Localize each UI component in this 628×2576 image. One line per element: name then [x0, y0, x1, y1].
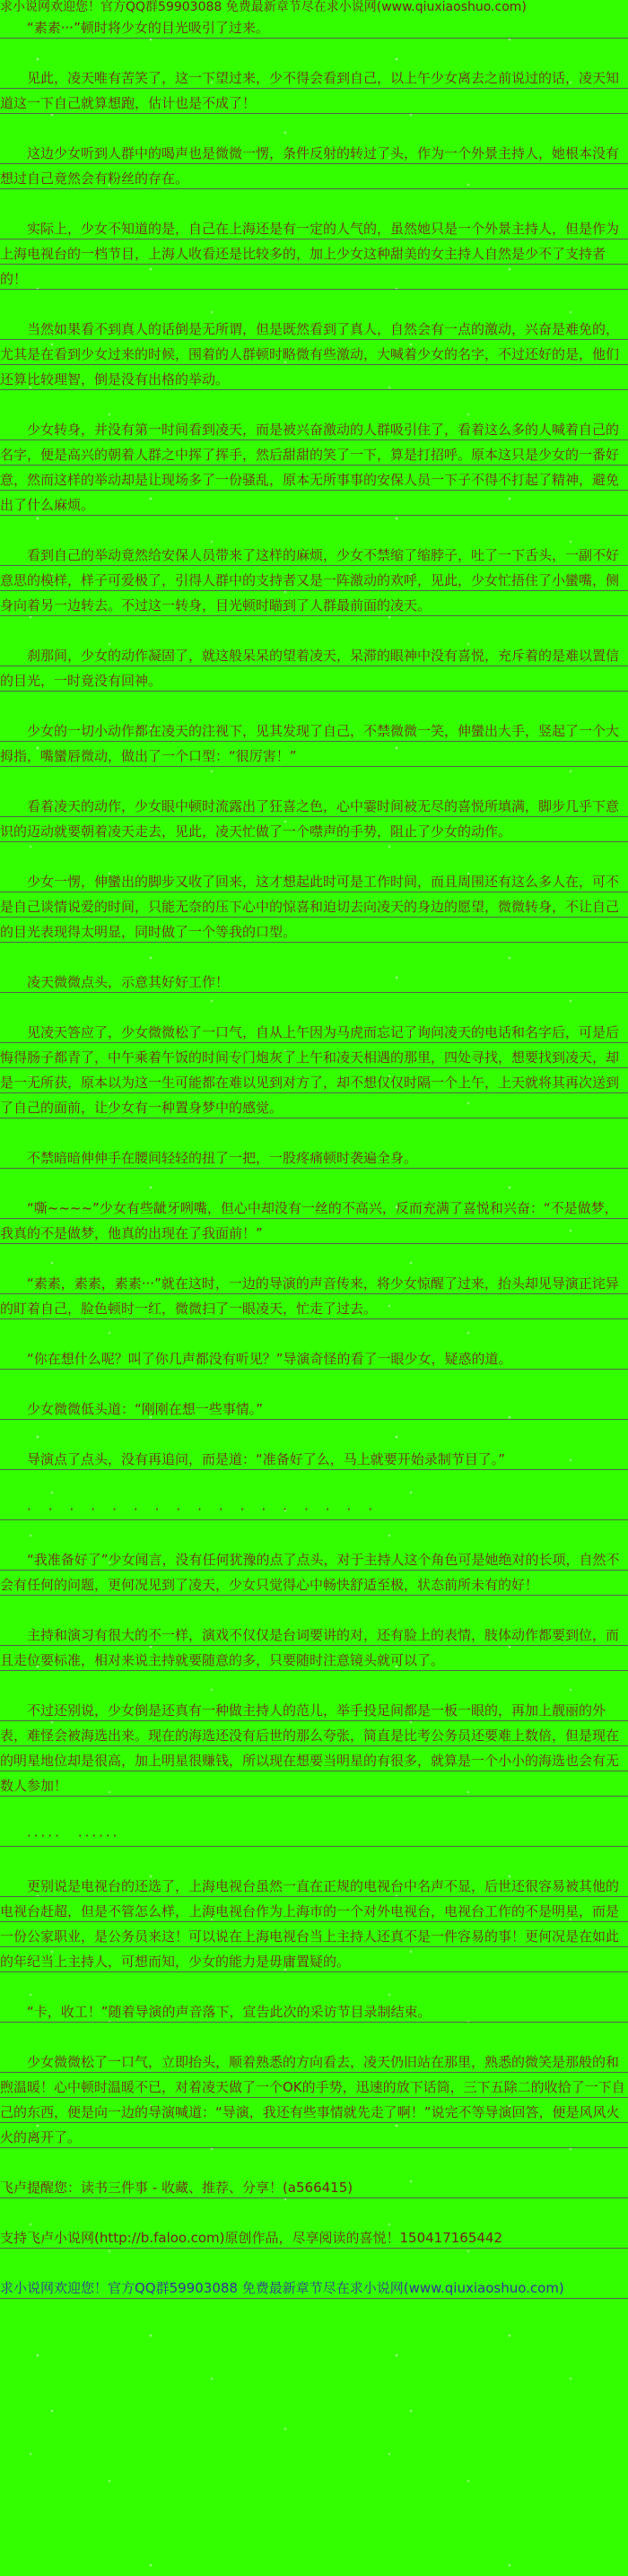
- novel-paragraph: 当然如果看不到真人的话倒是无所谓，但是既然看到了真人，自然会有一点的激动，兴奋是难免的，尤其是在看到少女过来的时候，围着的人群顿时略微有些激动，大喊着少女的名字，不过还好的是，他们还算比较理智，倒是没有出格的举动。: [0, 317, 628, 392]
- novel-paragraph: 见此，凌天唯有苦笑了，这一下望过来，少不得会看到自己，以上午少女离去之前说过的话，凌天知道这一下自己就算想跑，估计也是不成了！: [0, 65, 628, 116]
- novel-paragraph: 这边少女听到人群中的喝声也是微微一愣，条件反射的转过了头，作为一个外景主持人，她根本没有想过自己竟然会有粉丝的存在。: [0, 141, 628, 191]
- novel-paragraph: 少女微微低头道：“刚刚在想一些事情。”: [0, 1397, 628, 1422]
- novel-paragraph: “卡，收工！”随着导演的声音落下，宣告此次的采访节目录制结束。: [0, 1999, 628, 2024]
- separator-dots: · · · · · · · · · · · · · · · · ·: [0, 1497, 628, 1522]
- opening-line: “素素···”顿时将少女的目光吸引了过来。: [0, 15, 628, 40]
- novel-paragraph: “嘶~~~~”少女有些龇牙咧嘴，但心中却没有一丝的不高兴，反而充满了喜悦和兴奋：“不是做梦，我真的不是做梦，他真的出现在了我面前！”: [0, 1196, 628, 1246]
- site-notice-top: 求小说网欢迎您！官方QQ群59903088 免费最新章节尽在求小说网(www.qiuxiaoshuo.com): [0, 0, 527, 14]
- novel-paragraph: 更别说是电视台的还选了，上海电视台虽然一直在正规的电视台中名声不显，后世还很容易被其他的电视台赶超，但是不管怎么样，上海电视台作为上海市的一个对外电视台，电视台工作的不是明星，而是一份公家职业，是公务员来这！可以说在上海电视台当上主持人还真不是一件容易的事！更何况是在如此的年纪当上主持人，可想而知，少女的能力是毋庸置疑的。: [0, 1874, 628, 1974]
- novel-paragraph: 刹那间，少女的动作凝固了，就这般呆呆的望着凌天，呆滞的眼神中没有喜悦，充斥着的是难以置信的目光，一时竟没有回神。: [0, 643, 628, 693]
- novel-paragraph: 看着凌天的动作，少女眼中顿时流露出了狂喜之色，心中霎时间被无尽的喜悦所填满，脚步几乎下意识的迈动就要朝着凌天走去，见此，凌天忙做了一个噤声的手势，阻止了少女的动作。: [0, 794, 628, 844]
- novel-paragraph: 导演点了点头，没有再追问，而是道：“准备好了么，马上就要开始录制节目了。”: [0, 1447, 628, 1472]
- novel-paragraph: 不禁暗暗伸伸手在腰间轻轻的扭了一把，一股疼痛顿时袭遍全身。: [0, 1145, 628, 1171]
- novel-paragraph: “素素，素素，素素···”就在这时，一边的导演的声音传来，将少女惊醒了过来，抬头却见导演正诧异的盯着自己，脸色顿时一红，微微扫了一眼凌天，忙走了过去。: [0, 1271, 628, 1321]
- novel-paragraph: 实际上，少女不知道的是，自己在上海还是有一定的人气的，虽然她只是一个外景主持人，但是作为上海电视台的一档节目，上海人收看还是比较多的，加上少女这种甜美的女主持人自然是少不了支持者的！: [0, 216, 628, 292]
- novel-paragraph: 不过还别说，少女倒是还真有一种做主持人的范儿，举手投足间都是一板一眼的，再加上靓丽的外表，难怪会被海选出来。现在的海选还没有后世的那么夸张，简直是比考公务员还要难上数倍，但是现在的明星地位却是很高，加上明星很赚钱，所以现在想要当明星的有很多，就算是一个小小的海选也会有无数人参加！: [0, 1698, 628, 1798]
- novel-paragraph: 少女一愣，伸蠻出的脚步又收了回来，这才想起此时可是工作时间，而且周围还有这么多人在，可不是自己谈情说爱的时间，只能无奈的压下心中的惊喜和迫切去向凌天的身边的愿望，微微转身，不让自己的目光表现得太明显，同时做了一个等我的口型。: [0, 869, 628, 944]
- novel-paragraph: 见凌天答应了，少女微微松了一口气，自从上午因为马虎而忘记了询问凌天的电话和名字后，可是后悔得肠子都青了，中午乘着午饭的时间专门炮灰了上午和凌天相遇的那里，四处寻找，想要找到凌天，却是一无所获，原本以为这一生可能都在难以见到对方了，却不想仅仅时隔一个上午，上天就将其再次送到了自己的面前，让少女有一种置身梦中的感觉。: [0, 1020, 628, 1120]
- faloo-reminder: 飞卢提醒您：读书三件事 - 收藏、推荐、分享！(a566415): [0, 2175, 628, 2200]
- page-footer: [0, 2175, 628, 2301]
- novel-paragraph: 凌天微微点头，示意其好好工作！: [0, 970, 628, 995]
- novel-paragraph: 看到自己的举动竟然给安保人员带来了这样的麻烦，少女不禁缩了缩脖子，吐了一下舌头，一副不好意思的模样，样子可爱极了，引得人群中的支持者又是一阵激动的欢呼，见此，少女忙捂住了小蠻嘴，侧身向着另一边转去。不过这一转身，目光顿时瞄到了人群最前面的凌天。: [0, 543, 628, 618]
- novel-paragraph: 少女的一切小动作都在凌天的注视下，见其发现了自己，不禁微微一笑，伸蠻出大手，竖起了一个大拇指，嘴蠻唇微动，做出了一个口型：“很厉害！”: [0, 718, 628, 769]
- novel-paragraph: 少女微微松了一口气，立即抬头，顺着熟悉的方向看去，凌天仍旧站在那里，熟悉的微笑是那般的和煦温暖！心中顿时温暖不已，对着凌天做了一个OK的手势，迅速的放下话筒，三下五除二的收拾了一下自己的东西，便是向一边的导演喊道：“导演，我还有些事情就先走了啊！”说完不等导演回答，便是风风火火的离开了。: [0, 2049, 628, 2150]
- separator-dots: ····· ······: [0, 1823, 628, 1849]
- faloo-support-link: 支持飞卢小说网(http://b.faloo.com)原创作品，尽享阅读的喜悦！150417165442: [0, 2225, 628, 2250]
- novel-paragraph: 少女转身，并没有第一时间看到凌天，而是被兴奋激动的人群吸引住了，看着这么多的人喊着自己的名字，便是高兴的朝着人群之中挥了挥手，然后甜甜的笑了一下，算是打招呼。原本这只是少女的一番好意，然而这样的举动却是让现场多了一份骚乱，原本无所事事的安保人员一下子不得不打起了精神，避免出了什么麻烦。: [0, 417, 628, 518]
- novel-content: [0, 15, 628, 2150]
- novel-paragraph: “你在想什么呢？叫了你几声都没有听见？”导演奇怪的看了一眼少女，疑惑的道。: [0, 1346, 628, 1371]
- novel-paragraph: 主持和演习有很大的不一样，演戏不仅仅是台词要讲的对，还有脸上的表情，肢体动作都要到位，而且走位要标准，相对来说主持就要随意的多，只要随时注意镜头就可以了。: [0, 1623, 628, 1673]
- site-notice-bottom-link[interactable]: 求小说网欢迎您！官方QQ群59903088 免费最新章节尽在求小说网(www.qiuxiaoshuo.com): [0, 2276, 628, 2301]
- novel-paragraph: “我准备好了”少女闻言，没有任何犹豫的点了点头，对于主持人这个角色可是她绝对的长项，自然不会有任何的问题，更何况见到了凌天，少女只觉得心中畅快舒适至极，状态前所未有的好！: [0, 1547, 628, 1597]
